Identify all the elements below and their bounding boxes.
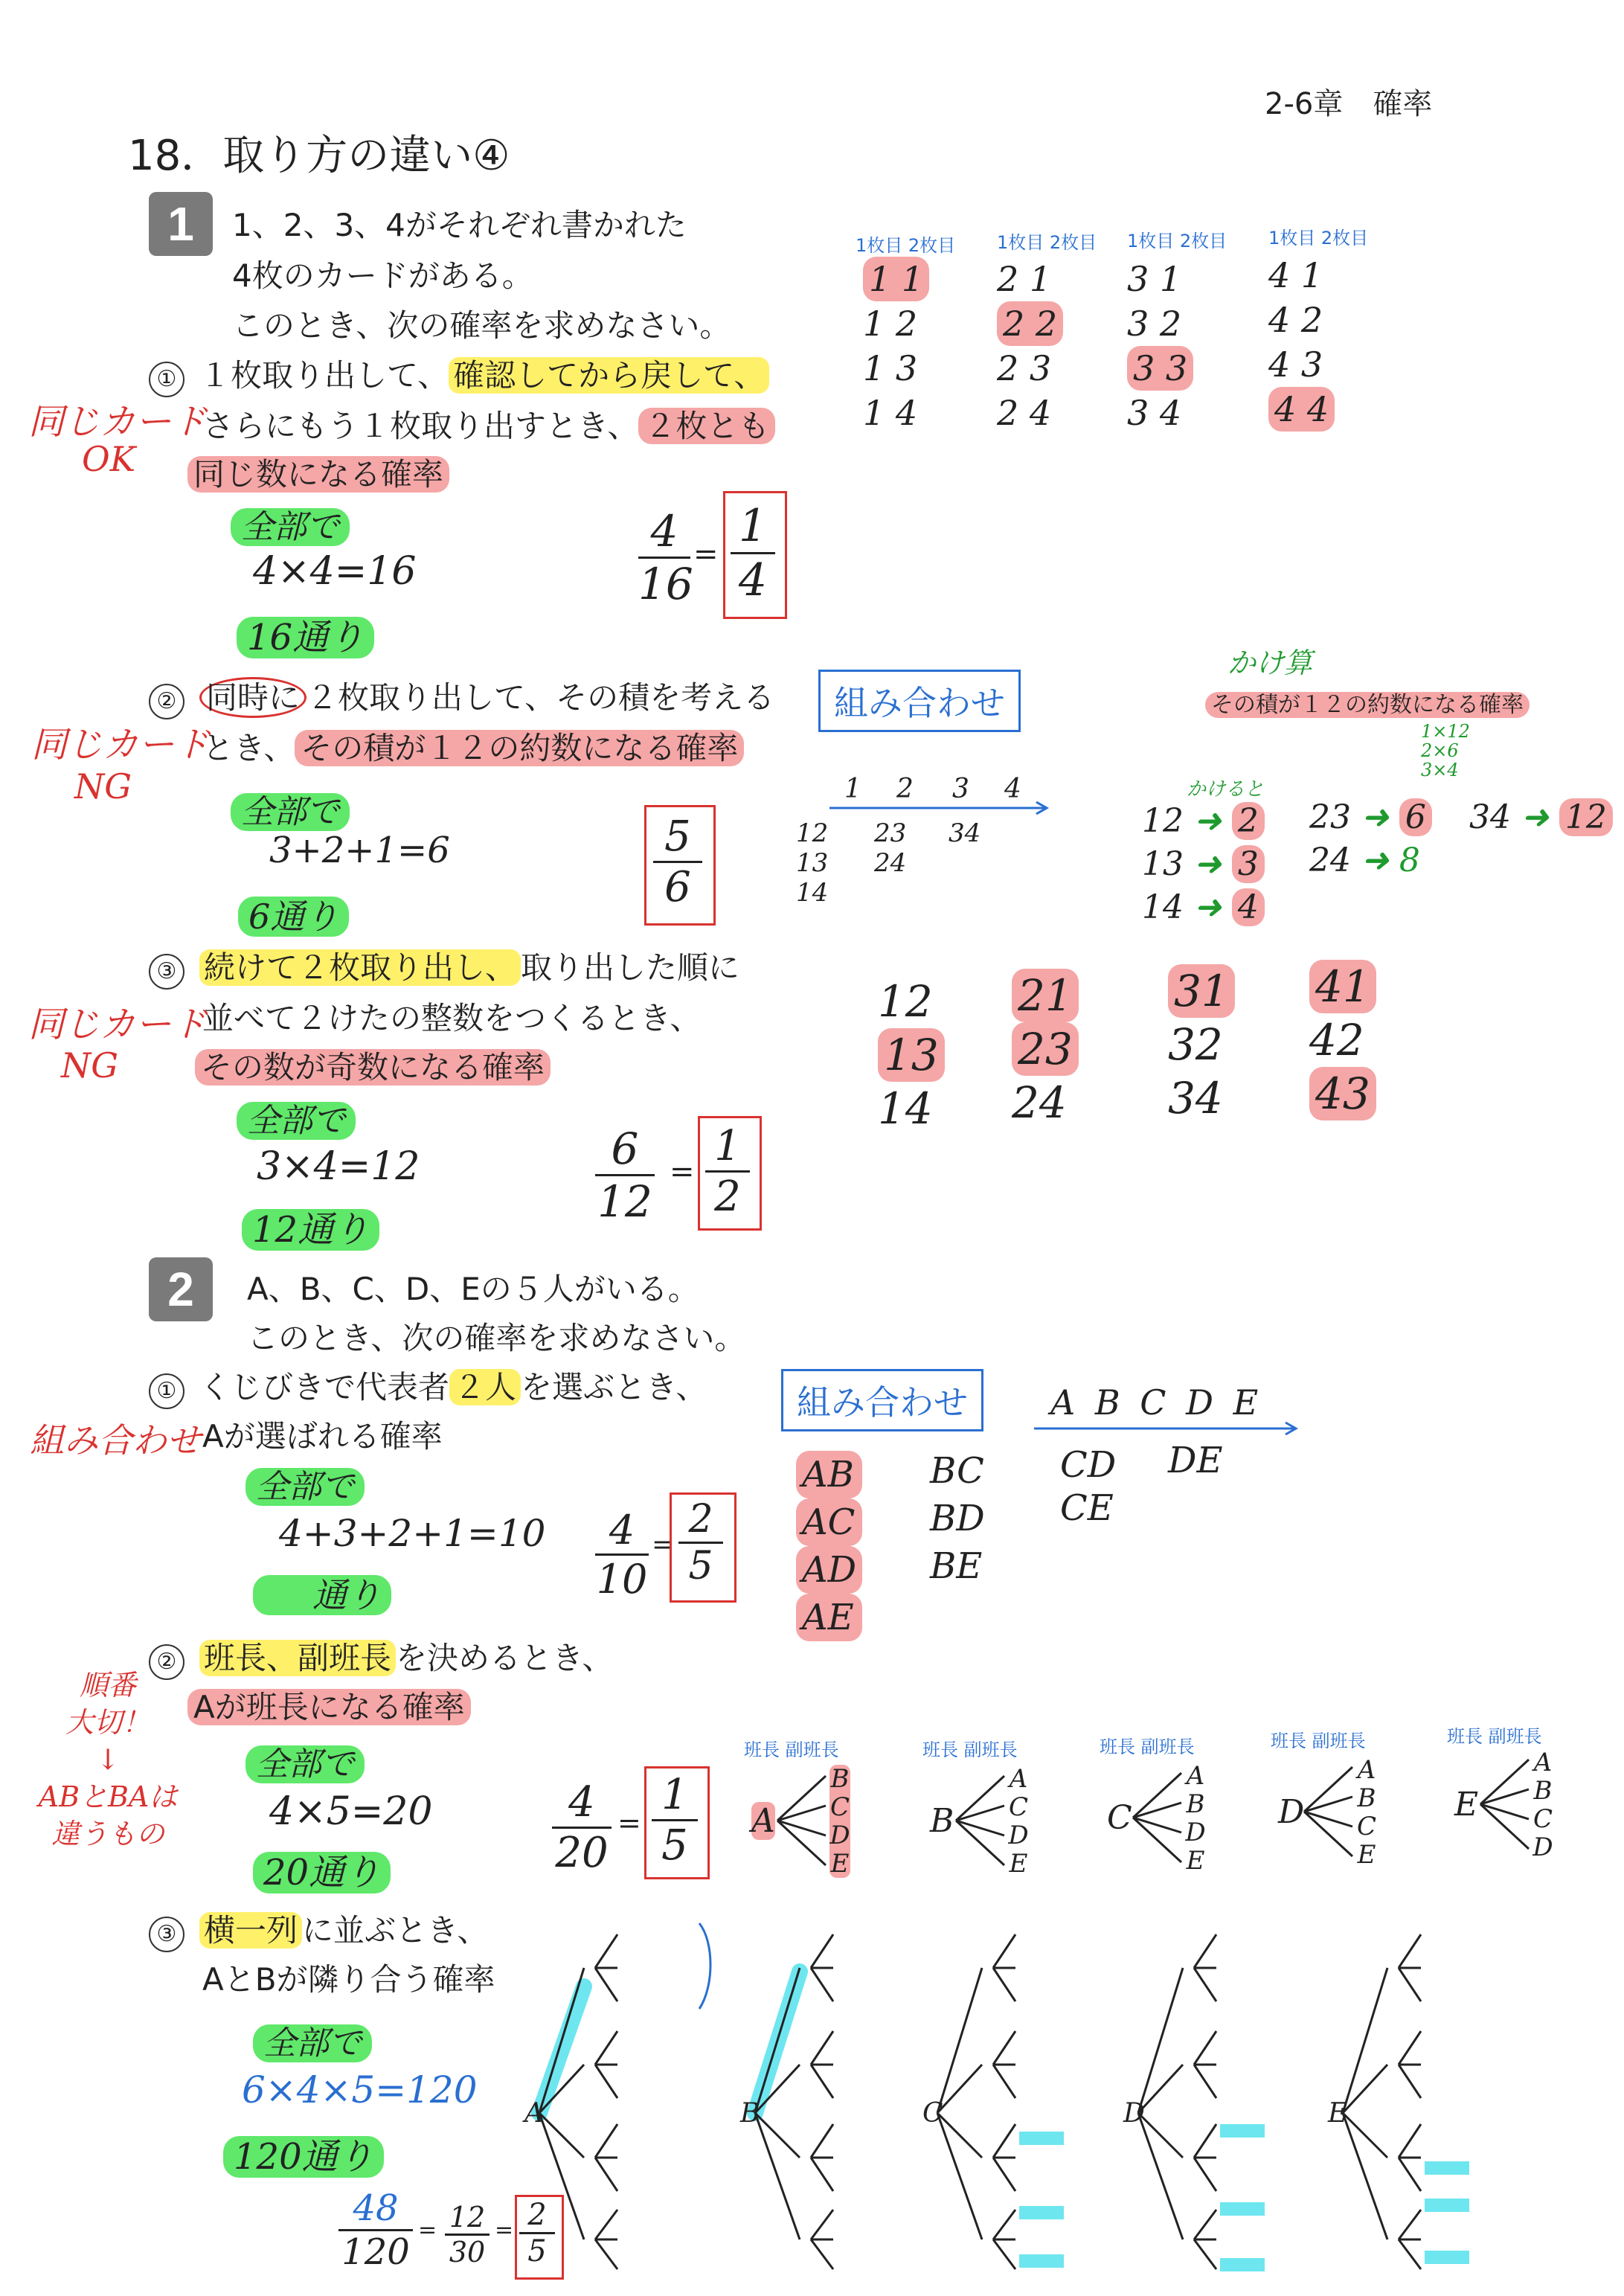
- prod-pair: 24: [1309, 841, 1351, 879]
- p1-q2-side-1: 同じカード: [31, 724, 211, 766]
- tree-root: E: [1454, 1786, 1479, 1824]
- prod-val: 12: [1559, 798, 1613, 836]
- p1-q1-frac: [638, 506, 693, 609]
- prod-pair: 12: [1142, 802, 1184, 840]
- prod-val: 6: [1399, 798, 1432, 836]
- tbl-cell: 3 2: [1127, 304, 1182, 344]
- p2-q1-pairs-col-1: [796, 1451, 862, 1641]
- p2-q1-answer: [678, 1497, 723, 1588]
- p2-q2-hl: 班長、副班長: [199, 1640, 396, 1676]
- side-line: 大切！: [65, 1706, 150, 1739]
- p1-q3-nums-col-2: [1012, 969, 1079, 1129]
- p2-q3-frac: [338, 2187, 413, 2273]
- p1-q1-ans-n: 1: [731, 500, 775, 554]
- p2-q3-frac-d: 120: [341, 2231, 410, 2273]
- p2-q1-line1: [149, 1363, 707, 1409]
- p1-q2-axis-3: 3: [952, 774, 969, 804]
- p2-q3-tree-D: [1123, 1912, 1347, 2284]
- pair: 14: [796, 878, 829, 908]
- p2-q1-axis: A B C D E: [1050, 1382, 1263, 1423]
- num: 24: [1012, 1077, 1067, 1128]
- p2-q2-tree-A: [751, 1764, 863, 1879]
- tree-leaves: ABCD: [1532, 1748, 1553, 1862]
- p1-q1-tbl-col-3: [1127, 257, 1193, 435]
- p1-q2-hl-circ: 同時に: [199, 677, 306, 718]
- p2-q3-line1: [149, 1906, 488, 1952]
- p2-q1-mark: ①: [149, 1373, 184, 1409]
- p2-q1-frac-d: 10: [596, 1556, 648, 1603]
- side-line: ↓: [96, 1743, 120, 1776]
- p2-q2-zenbu-label: 全部で: [245, 1745, 365, 1783]
- prod-row: [1309, 839, 1432, 882]
- p2-q1-calc: 4+3+2+1=10: [279, 1512, 546, 1555]
- p1-q1-frac-n: 4: [638, 506, 690, 559]
- p1-q2-ways: [238, 890, 349, 939]
- arrow-icon: ➜: [1361, 798, 1389, 836]
- pair: 12: [796, 818, 829, 848]
- p1-q3-ways-label: 12通り: [242, 1209, 379, 1251]
- p2-q2-zenbu: [245, 1737, 365, 1785]
- p1-q1-tbl-col-4: [1268, 253, 1335, 432]
- prod-pair: 13: [1142, 845, 1184, 883]
- prod-row: [1469, 796, 1613, 839]
- tree-branches: [1123, 1912, 1347, 2284]
- tbl-cell: 2 3: [997, 348, 1052, 388]
- tree-branches: [952, 1765, 1012, 1876]
- p2-q2-mark: ②: [149, 1644, 184, 1680]
- p2-q2-head-2: 班長 副班長: [922, 1739, 1018, 1760]
- p1-q1-eq: =: [693, 537, 719, 571]
- divisor: 2×6: [1421, 740, 1459, 761]
- p2-q3-zenbu: [253, 2016, 372, 2064]
- p1-q1-tbl-col-1: [863, 257, 929, 435]
- p1-q1-tbl-head-1: 1枚目 2枚目: [856, 235, 956, 256]
- p2-q2-answer: [652, 1771, 698, 1870]
- p2-q2-eq: =: [617, 1806, 641, 1839]
- p1-q1-answer: [731, 500, 775, 606]
- p2-q3-tree-A: [524, 1912, 748, 2284]
- p2-q1-ans-d: 5: [688, 1544, 713, 1588]
- p2-q2-head-1: 班長 副班長: [744, 1739, 839, 1760]
- p1-q1-hl2: ２枚とも: [638, 408, 775, 444]
- prod-val: 3: [1232, 845, 1265, 883]
- p2-intro-1: A、B、C、D、Eの５人がいる。: [247, 1271, 699, 1307]
- chapter-label: 2-6章 確率: [1265, 87, 1433, 121]
- side-line: 違うもの: [51, 1818, 164, 1850]
- p1-q2-prod-col-3: [1469, 796, 1613, 839]
- p1-q1-line2-text: さらにもう１枚取り出すとき、: [202, 408, 639, 444]
- p1-q1-ways: [237, 609, 374, 660]
- p2-q2-head-4: 班長 副班長: [1271, 1731, 1366, 1751]
- pair: BC: [930, 1450, 984, 1492]
- p2-q1-pairs-col-4: [1168, 1440, 1223, 1481]
- p1-q3-line2: 並べて２けたの整数をつくるとき、: [202, 1000, 702, 1036]
- p2-q2-ans-n: 1: [652, 1771, 698, 1821]
- p2-q2-line1: [149, 1634, 613, 1680]
- p1-q1-ways-label: 16通り: [237, 617, 374, 658]
- p2-q2-frac-n: 4: [552, 1778, 612, 1829]
- num: 32: [1168, 1019, 1223, 1070]
- prod-val: 2: [1232, 802, 1265, 840]
- p2-q2-head-5: 班長 副班長: [1447, 1726, 1542, 1747]
- p1-q2-calc: 3+2+1=6: [269, 830, 450, 871]
- num: 34: [1168, 1073, 1223, 1123]
- p1-q3-ans-d: 2: [714, 1173, 741, 1221]
- p2-q1-zenbu-label: 全部で: [245, 1468, 365, 1506]
- tree-leaves: ACDE: [1008, 1764, 1029, 1879]
- p2-q2-calc: 4×5=20: [269, 1789, 433, 1834]
- tree-root: A: [751, 1802, 775, 1840]
- tbl-cell: 1 4: [863, 393, 918, 433]
- p2-q1-pairs-col-3: [1060, 1443, 1116, 1530]
- arrow-icon: ➜: [1361, 841, 1389, 879]
- p1-intro-1: 1、2、3、4がそれぞれ書かれた: [232, 207, 687, 243]
- p1-q2-ways-label: 6通り: [238, 897, 349, 937]
- tree-root: B: [740, 2098, 760, 2129]
- p2-q3-post: に並ぶとき、: [302, 1912, 489, 1949]
- tbl-cell: 1 3: [863, 348, 918, 388]
- p2-q3-line2: AとBが隣り合う確率: [202, 1961, 495, 1998]
- arrow-icon: ➜: [1521, 798, 1549, 836]
- pair: 34: [949, 818, 981, 848]
- pair: AD: [796, 1546, 862, 1594]
- p1-q2-kakeru: かけると: [1187, 778, 1265, 801]
- pair: BD: [930, 1498, 985, 1539]
- num: 43: [1309, 1067, 1376, 1120]
- arrow-icon: ➜: [1194, 845, 1222, 883]
- p2-q3-mid-n: 12: [445, 2201, 490, 2236]
- p2-q3-ans-d: 5: [527, 2234, 547, 2268]
- p1-q2-line2: [202, 724, 744, 769]
- p1-q3-side-1: 同じカード: [28, 1004, 208, 1045]
- side-line: ABとBAは: [38, 1780, 178, 1813]
- p1-q1-tbl-col-2: [997, 257, 1063, 435]
- tree-leaves: ABDE: [1185, 1761, 1206, 1876]
- p1-q2-side-2: NG: [74, 766, 132, 807]
- tree-root: B: [930, 1802, 954, 1840]
- tree-root: C: [1107, 1799, 1132, 1837]
- prod-row: [1142, 886, 1265, 929]
- num: 14: [878, 1083, 933, 1134]
- p2-q3-eq-2: =: [495, 2217, 514, 2243]
- p2-q1-pre: くじびきで代表者: [199, 1369, 450, 1405]
- num: 41: [1309, 960, 1376, 1013]
- p1-q2-tag: 組み合わせ: [818, 670, 1021, 732]
- p1-q3-line3: [195, 1043, 551, 1088]
- pair: DE: [1168, 1440, 1223, 1481]
- p1-q3-answer: [705, 1122, 750, 1221]
- p2-q1-line2: Aが選ばれる確率: [202, 1418, 443, 1455]
- p1-q3-nums-col-1: [878, 975, 945, 1135]
- p1-q3-text: 取り出した順に: [521, 949, 740, 986]
- prod-pair: 34: [1469, 798, 1511, 836]
- p1-intro-3: このとき、次の確率を求めなさい。: [232, 307, 731, 344]
- p2-q2-hl2: Aが班長になる確率: [187, 1689, 471, 1725]
- p1-q1-zenbu-label: 全部で: [231, 508, 350, 546]
- p2-q3-ans-n: 2: [519, 2198, 555, 2234]
- p2-q1-frac: [595, 1507, 649, 1603]
- tbl-cell: 2 2: [997, 301, 1063, 346]
- p1-q1-ans-d: 4: [738, 554, 768, 606]
- tree-root: A: [524, 2098, 544, 2129]
- p1-q2-note-kakezan: かけ算: [1227, 647, 1313, 679]
- p1-q3-frac-n: 6: [595, 1123, 655, 1176]
- problem-2-number: 2: [149, 1257, 213, 1321]
- p2-q2-ans-d: 5: [661, 1821, 688, 1870]
- num: 13: [878, 1028, 945, 1082]
- p1-intro-2: 4枚のカードがある。: [232, 257, 533, 294]
- p2-q1-zenbu: [245, 1460, 365, 1507]
- prod-row: [1142, 843, 1265, 886]
- p2-q3-tree-E: [1328, 1912, 1551, 2284]
- tbl-cell: 3 4: [1127, 393, 1182, 433]
- tbl-cell: 4 1: [1268, 255, 1323, 295]
- p2-q2-tree-B: [930, 1764, 1042, 1879]
- p1-q1-zenbu: [231, 500, 350, 548]
- p1-q2-ans-d: 6: [664, 863, 691, 911]
- p1-q2-line1: [149, 673, 774, 719]
- p1-q2-note-q: [1205, 686, 1530, 719]
- p1-q2-ans-n: 5: [653, 812, 702, 863]
- p1-q2-axis-2: 2: [896, 774, 914, 804]
- p1-q2-text: ２枚取り出して、その積を考える: [306, 679, 775, 716]
- prod-row: [1142, 800, 1265, 843]
- tree-root: E: [1328, 2098, 1348, 2129]
- p1-q1-calc: 4×4=16: [253, 549, 417, 594]
- p2-q1-ans-n: 2: [678, 1497, 723, 1544]
- p1-q2-zenbu-label: 全部で: [231, 793, 350, 831]
- tbl-cell: 1 1: [863, 257, 929, 301]
- p2-q2-line2: [187, 1683, 471, 1728]
- divisor: 1×12: [1421, 721, 1470, 742]
- p1-q2-pairs-col-3: [949, 818, 981, 848]
- prod-val: 8: [1399, 841, 1420, 879]
- p1-q2-answer: [653, 812, 702, 911]
- p2-q1-eq: =: [652, 1530, 675, 1560]
- p1-q1-frac-d: 16: [638, 559, 693, 609]
- tree-branches: [1328, 1912, 1551, 2284]
- p1-q2-axis-1: 1: [844, 774, 861, 804]
- tbl-cell: 4 3: [1268, 344, 1323, 385]
- tree-branches: [1129, 1762, 1189, 1873]
- p2-q3-ways: [223, 2128, 384, 2179]
- p2-q2-ways: [253, 1844, 391, 1895]
- p2-q3-mark: ③: [149, 1917, 184, 1952]
- num: 21: [1012, 969, 1079, 1022]
- prod-pair: 23: [1309, 798, 1351, 836]
- prod-row: [1309, 796, 1432, 839]
- p1-q3-ans-n: 1: [705, 1122, 750, 1173]
- p1-q2-divisors: [1421, 722, 1470, 780]
- p1-q3-zenbu: [237, 1094, 356, 1141]
- p1-q1-hl: 確認してから戻して、: [449, 357, 769, 394]
- p1-q1-line3: [187, 450, 449, 495]
- p2-q2-frac: [552, 1778, 612, 1877]
- divisor: 3×4: [1421, 760, 1459, 780]
- arrow-icon: ➜: [1194, 802, 1222, 840]
- p2-q1-pairs-col-2: [930, 1447, 985, 1590]
- p1-q3-eq: =: [670, 1155, 695, 1189]
- p2-q1-post: を選ぶとき、: [521, 1369, 707, 1405]
- p1-q3-mark: ③: [149, 954, 184, 990]
- p1-q2-axis-4: 4: [1004, 774, 1021, 804]
- p2-q3-tree-C: [922, 1912, 1146, 2284]
- p1-q1-side-2: OK: [82, 439, 136, 479]
- pair: AE: [796, 1594, 862, 1641]
- p1-q3-frac-d: 12: [597, 1176, 652, 1227]
- tbl-cell: 3 1: [1127, 259, 1182, 299]
- p1-q3-ways: [242, 1201, 379, 1252]
- p1-q3-calc: 3×4=12: [257, 1144, 420, 1189]
- p1-q2-line2-text: とき、: [202, 730, 295, 766]
- p2-q1-ways-label: 通り: [253, 1575, 391, 1615]
- p2-q2-post: を決めるとき、: [396, 1640, 614, 1676]
- num: 23: [1012, 1022, 1079, 1076]
- p1-q1-mark: ①: [149, 362, 184, 397]
- arrow-icon: ➜: [1194, 888, 1222, 926]
- tbl-cell: 4 2: [1268, 300, 1323, 340]
- side-line: 順番: [79, 1669, 136, 1702]
- p2-q1-hl: ２人: [449, 1369, 521, 1405]
- p1-q2-prod-col-2: [1309, 796, 1432, 882]
- p2-q2-tree-E: [1454, 1748, 1566, 1860]
- p2-q2-tree-C: [1107, 1761, 1219, 1876]
- p1-q2-mark: ②: [149, 684, 184, 719]
- p1-q3-nums-col-4: [1309, 960, 1376, 1120]
- num: 42: [1309, 1015, 1364, 1065]
- tree-root: D: [1123, 2098, 1145, 2129]
- p2-q3-hl: 横一列: [199, 1912, 302, 1949]
- p1-q3-hl: 続けて２枚取り出し、: [199, 949, 521, 986]
- p2-q2-frac-d: 20: [555, 1829, 609, 1877]
- tbl-cell: 2 4: [997, 393, 1052, 433]
- tree-branches: [774, 1765, 833, 1876]
- tree-leaves: BCDE: [829, 1764, 850, 1879]
- pair: CE: [1060, 1487, 1114, 1529]
- p1-q1-hl3: 同じ数になる確率: [187, 456, 449, 493]
- p2-q3-mid: [445, 2201, 490, 2268]
- p2-q1-tag: 組み合わせ: [781, 1369, 983, 1431]
- p1-q3-hl2: その数が奇数になる確率: [195, 1049, 551, 1086]
- p2-q2-head-3: 班長 副班長: [1100, 1737, 1195, 1757]
- p1-q2-hl: その積が１２の約数になる確率: [295, 730, 744, 766]
- pair: AC: [796, 1498, 862, 1546]
- prod-val: 4: [1232, 888, 1265, 926]
- p1-q1-tbl-head-2: 1枚目 2枚目: [997, 232, 1097, 253]
- pair: 24: [874, 848, 907, 878]
- p2-q3-zenbu-label: 全部で: [253, 2024, 372, 2062]
- pair: BE: [930, 1545, 983, 1587]
- num: 12: [878, 976, 933, 1027]
- tree-branches: [1300, 1756, 1360, 1867]
- p2-q3-mid-d: 30: [449, 2236, 486, 2268]
- p1-q3-frac: [595, 1123, 655, 1227]
- p1-q2-note-q-text: その積が１２の約数になる確率: [1205, 692, 1530, 718]
- p1-q3-line1: [149, 943, 739, 990]
- p1-q3-zenbu-label: 全部で: [237, 1102, 356, 1140]
- p2-q3-frac-n: 48: [338, 2187, 413, 2231]
- p2-q2-ways-label: 20通り: [253, 1852, 391, 1893]
- p1-q2-pairs-col-2: [874, 818, 906, 878]
- tree-leaves: ABCE: [1356, 1755, 1376, 1870]
- p1-q1-line2: [202, 402, 775, 446]
- tree-branches: [922, 1912, 1146, 2284]
- pair: 13: [796, 848, 829, 878]
- p1-q1-pre: １枚取り出して、: [199, 357, 449, 394]
- p2-q1-axis-arrow: [1030, 1417, 1306, 1440]
- tree-branches: [1477, 1748, 1536, 1860]
- p2-q3-eq-1: =: [418, 2217, 437, 2243]
- p1-q1-side-1: 同じカード: [28, 401, 208, 443]
- tree-branches: [524, 1912, 748, 2284]
- p1-q1-tbl-head-3: 1枚目 2枚目: [1127, 231, 1227, 251]
- page-title: 18．取り方の違い④: [128, 132, 510, 180]
- p2-q1-ways: [253, 1568, 391, 1617]
- problem-1-number: 1: [149, 192, 213, 256]
- p1-q2-zenbu: [231, 785, 350, 833]
- pair: AB: [796, 1451, 862, 1498]
- tbl-cell: 3 3: [1127, 346, 1193, 391]
- p1-q3-side-2: NG: [61, 1045, 118, 1086]
- p1-q2-prod-col-1: [1142, 800, 1265, 929]
- tbl-cell: 1 2: [863, 304, 918, 344]
- p2-q2-tree-D: [1278, 1755, 1390, 1870]
- tbl-cell: 2 1: [997, 259, 1052, 299]
- p2-intro-2: このとき、次の確率を求めなさい。: [247, 1320, 746, 1356]
- p1-q1-tbl-head-4: 1枚目 2枚目: [1268, 228, 1369, 248]
- tree-root: C: [922, 2098, 943, 2129]
- p1-q2-pairs-col-1: [796, 818, 828, 908]
- p2-q2-side: [33, 1667, 182, 1853]
- p1-q3-nums-col-3: [1168, 964, 1235, 1125]
- prod-pair: 14: [1142, 888, 1184, 926]
- p2-q3-ways-label: 120通り: [223, 2136, 384, 2178]
- tree-root: D: [1278, 1793, 1305, 1831]
- p2-q1-side: 組み合わせ: [30, 1420, 201, 1460]
- p1-q1-line1: [149, 351, 769, 397]
- tbl-cell: 4 4: [1268, 387, 1335, 432]
- num: 31: [1168, 964, 1235, 1018]
- p2-q1-frac-n: 4: [595, 1507, 649, 1556]
- pair: 23: [874, 818, 907, 848]
- pair: CD: [1060, 1444, 1117, 1486]
- p2-q3-calc: 6×4×5=120: [242, 2068, 478, 2111]
